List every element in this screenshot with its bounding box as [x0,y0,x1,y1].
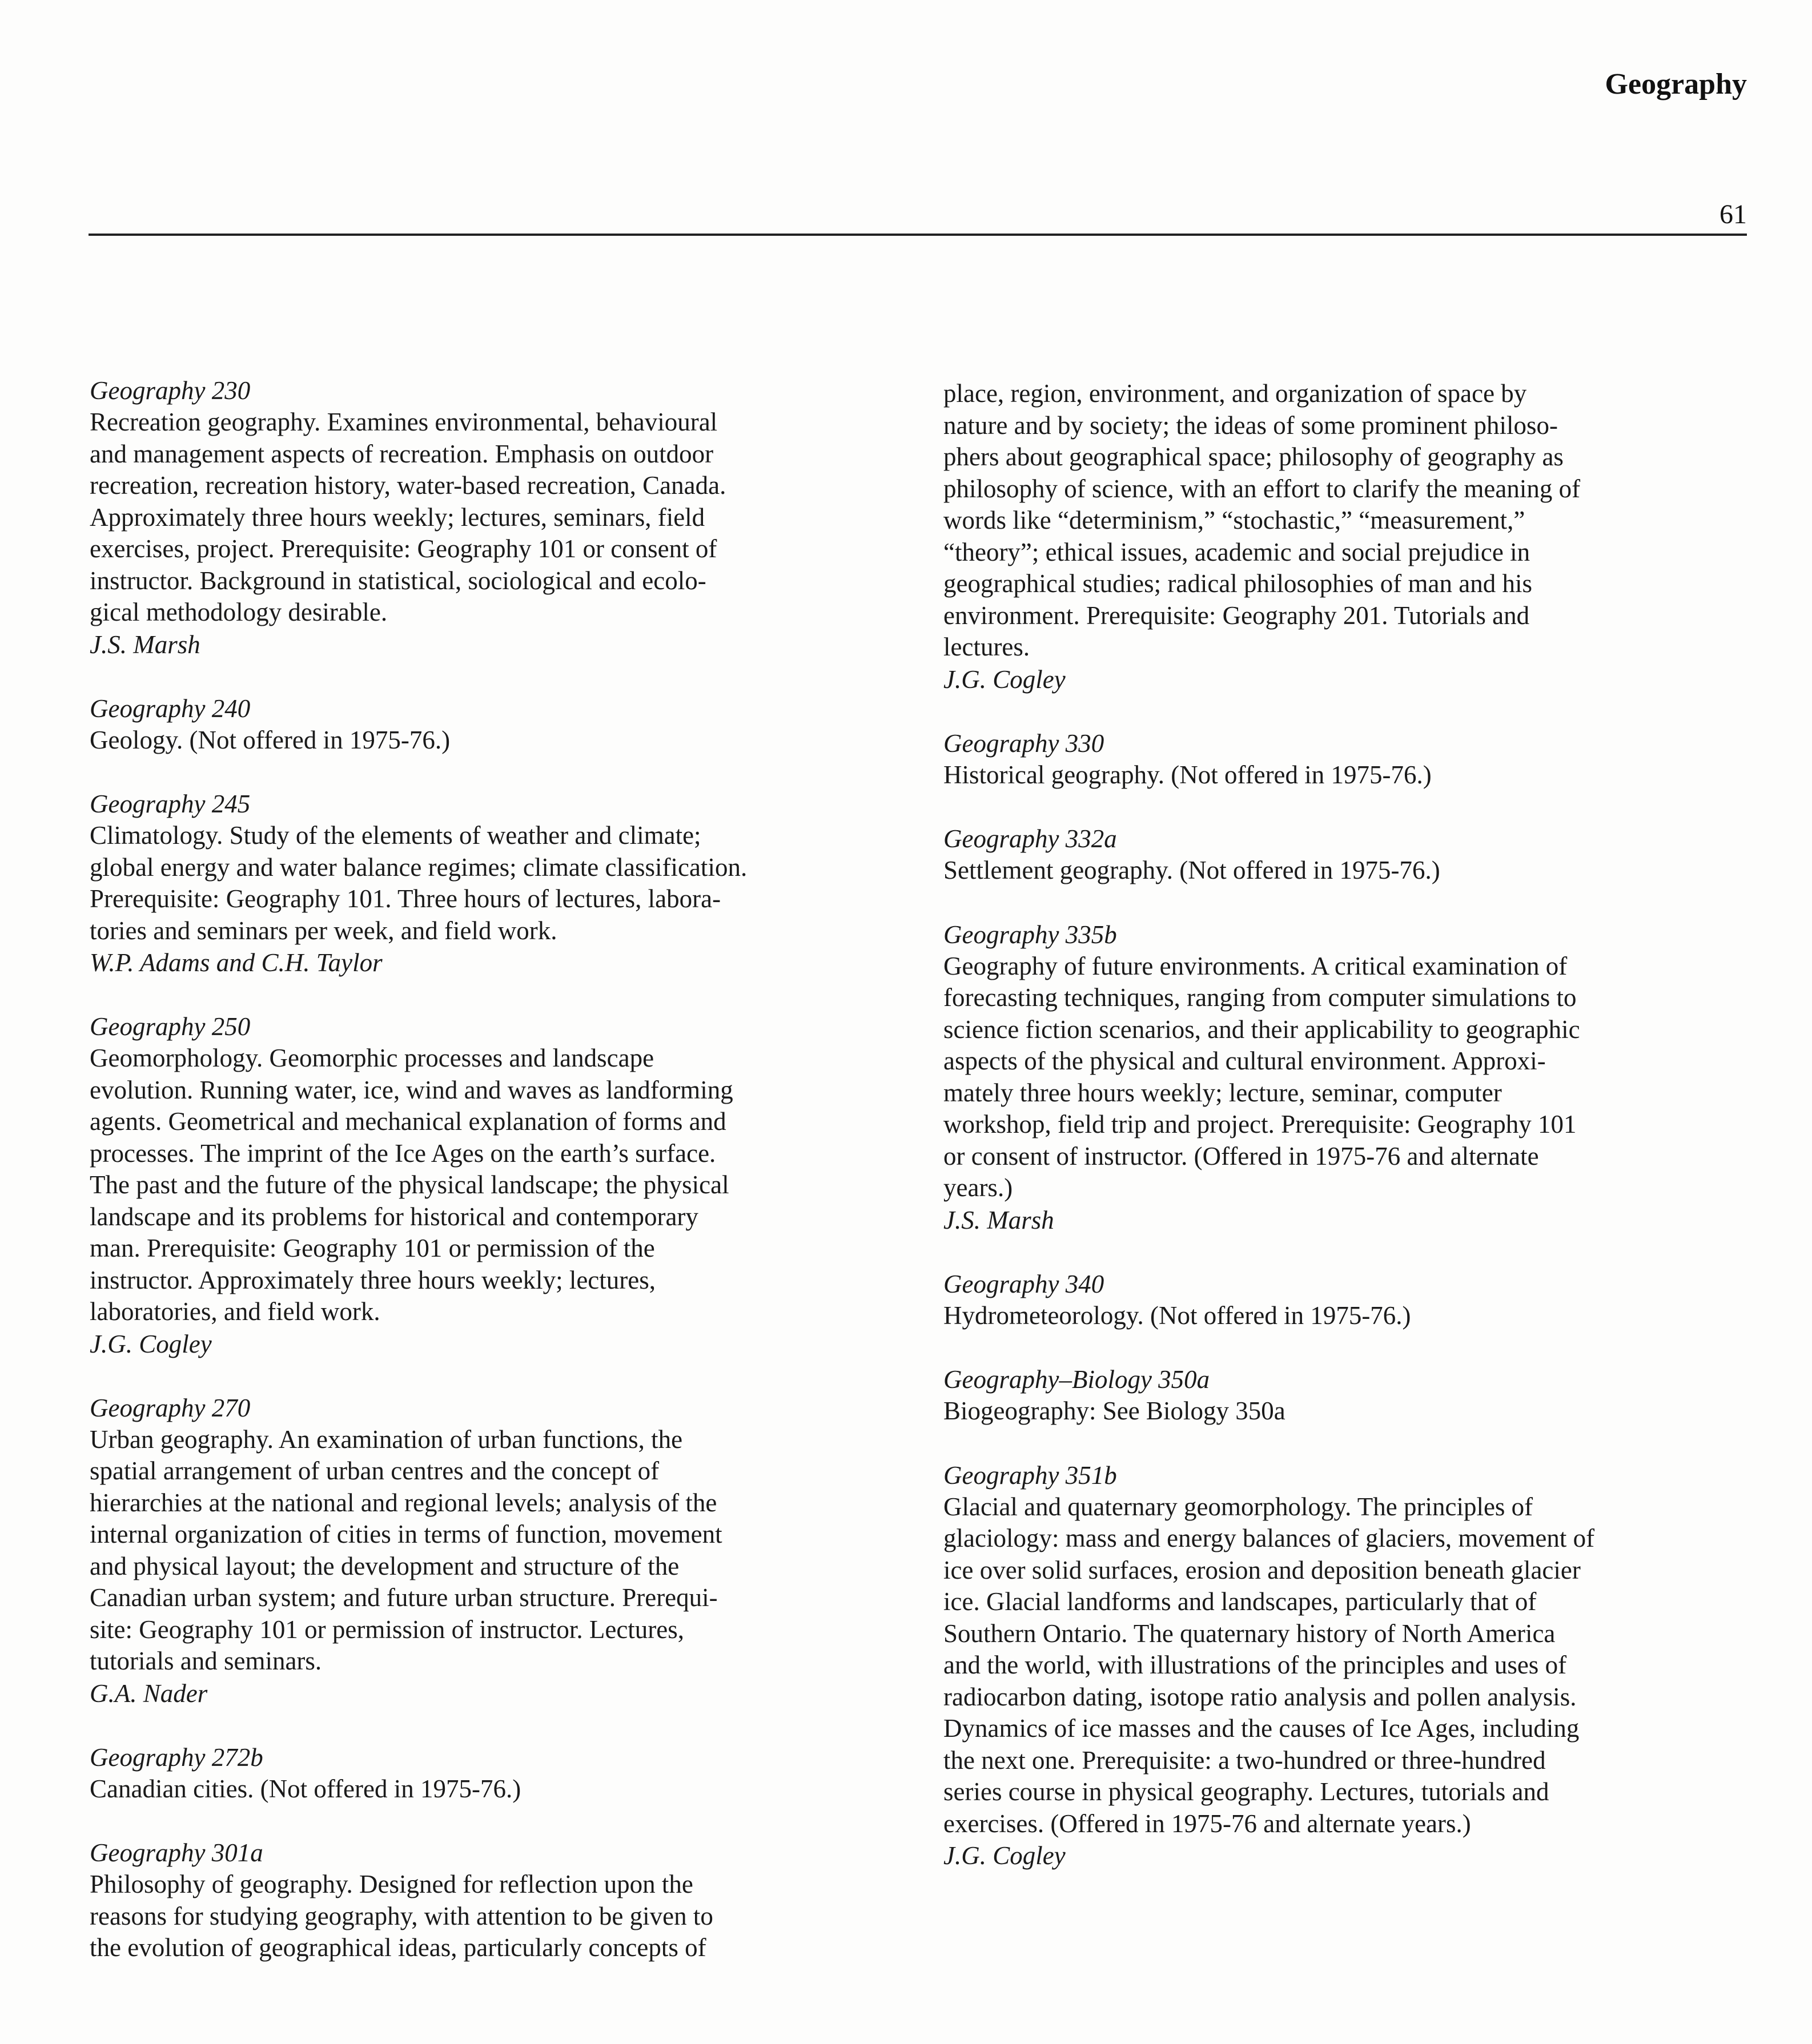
course-description: Historical geography. (Not offered in 1975-76.) [943,760,1432,789]
course-entry [90,375,886,661]
course-description: Hydrometeorology. (Not offered in 1975-76.) [943,1301,1411,1330]
course-entry [943,378,1740,695]
header-rule [89,234,1747,236]
course-description: Geology. (Not offered in 1975-76.) [90,725,451,754]
course-description: Climatology. Study of the elements of weather and climate; global energy and water balance regimes; climate classification. Prerequisite: Geography 101. Three hours of lectures, labora- tories and seminars per week, and field work. [90,821,748,945]
course-description: place, region, environment, and organization of space by nature and by society; the ideas of some prominent philoso- phers about geographical space; philosophy of geography as philosophy of science, with an effort to clarify the meaning of words like “determinism,” “stochastic,” “measurement,” “theory”; ethical issues, academic and social prejudice in geographical studies; radical philosophies of man and his environment. Prerequisite: Geography 201. Tutorials and lectures. [943,379,1581,661]
course-title: Geography 240 [90,694,251,723]
course-instructor: J.G. Cogley [943,665,1066,694]
left-column [90,375,886,1996]
course-description: Urban geography. An examination of urban functions, the spatial arrangement of urban centres and the concept of hierarchies at the national and regional levels; analysis of the internal organization of cities in terms of function, movement and physical layout; the development and structure of the Canadian urban system; and future urban structure. Prerequi- site: Geography 101 or permission of instructor. Lectures, tutorials and seminars. [90,1425,722,1675]
course-title: Geography 340 [943,1269,1104,1298]
course-entry [943,919,1740,1236]
course-description: Recreation geography. Examines environmental, behavioural and management aspects of recreation. Emphasis on outdoor recreation, recreation history, water-based recreation, Canada. Approximately three hours weekly; lectures, seminars, field exercises, project. Prerequisite: Geography 101 or consent of instructor. Background in statistical, sociological and ecolo- gical methodology desirable. [90,408,726,626]
course-entry [943,1363,1740,1427]
course-title: Geography 351b [943,1460,1117,1490]
course-entry [943,1459,1740,1872]
course-entry [90,693,886,757]
right-column [943,378,1740,1904]
course-instructor: J.G. Cogley [90,1329,212,1358]
course-entry [90,1392,886,1709]
course-title: Geography 230 [90,376,251,405]
course-title: Geography–Biology 350a [943,1365,1210,1394]
course-description: Glacial and quaternary geomorphology. The principles of glaciology: mass and energy balances of glaciers, movement of ice over solid surfaces, erosion and deposition beneath glacier ice. Glacial landforms and landscapes, particularly that of Southern Ontario. The quaternary history of North America and the world, with illustrations of the principles and uses of radiocarbon dating, isotope ratio analysis and pollen analysis. Dynamics of ice masses and the causes of Ice Ages, including the next one. Prerequisite: a two-hundred or three-hundred series course in physical geography. Lectures, tutorials and exercises. (Offered in 1975-76 and alternate years.) [943,1492,1595,1838]
course-description: Canadian cities. (Not offered in 1975-76.) [90,1774,521,1803]
course-description: Biogeography: See Biology 350a [943,1397,1285,1425]
course-entry [943,1268,1740,1332]
course-entry [90,788,886,979]
course-entry [943,823,1740,887]
course-instructor: G.A. Nader [90,1679,208,1708]
course-entry [90,1741,886,1805]
course-entry [943,727,1740,791]
course-title: Geography 332a [943,824,1117,853]
course-description: Geomorphology. Geomorphic processes and landscape evolution. Running water, ice, wind and waves as landforming agents. Geometrical and mechanical explanation of forms and processes. The imprint of the Ice Ages on the earth’s surface. The past and the future of the physical landscape; the physical landscape and its problems for historical and contemporary man. Prerequisite: Geography 101 or permission of the instructor. Approximately three hours weekly; lectures, laboratories, and field work. [90,1044,733,1326]
course-title: Geography 272b [90,1743,263,1772]
course-title: Geography 245 [90,790,251,818]
course-instructor: J.S. Marsh [943,1205,1054,1234]
course-title: Geography 330 [943,729,1104,758]
course-instructor: J.S. Marsh [90,630,200,659]
page-number: 61 [1719,199,1747,230]
course-description: Philosophy of geography. Designed for reflection upon the reasons for studying geography, with attention to be given to the evolution of geographical ideas, particularly concepts of [90,1870,713,1962]
course-title: Geography 301a [90,1838,263,1867]
course-instructor: W.P. Adams and C.H. Taylor [90,948,383,977]
course-title: Geography 270 [90,1393,251,1422]
course-instructor: J.G. Cogley [943,1841,1066,1870]
course-description: Geography of future environments. A critical examination of forecasting techniques, ranging from computer simulations to science fiction scenarios, and their applicability to geographic aspects of the physical and cultural environment. Approxi- mately three hours weekly; lecture, seminar, computer workshop, field trip and project. Prerequisite: Geography 101 or consent of instructor. (Offered in 1975-76 and alternate years.) [943,951,1580,1202]
course-entry [90,1837,886,1964]
section-title: Geography [1605,68,1747,100]
course-title: Geography 335b [943,920,1117,949]
course-description: Settlement geography. (Not offered in 1975-76.) [943,856,1440,884]
course-entry [90,1011,886,1360]
course-title: Geography 250 [90,1012,251,1041]
